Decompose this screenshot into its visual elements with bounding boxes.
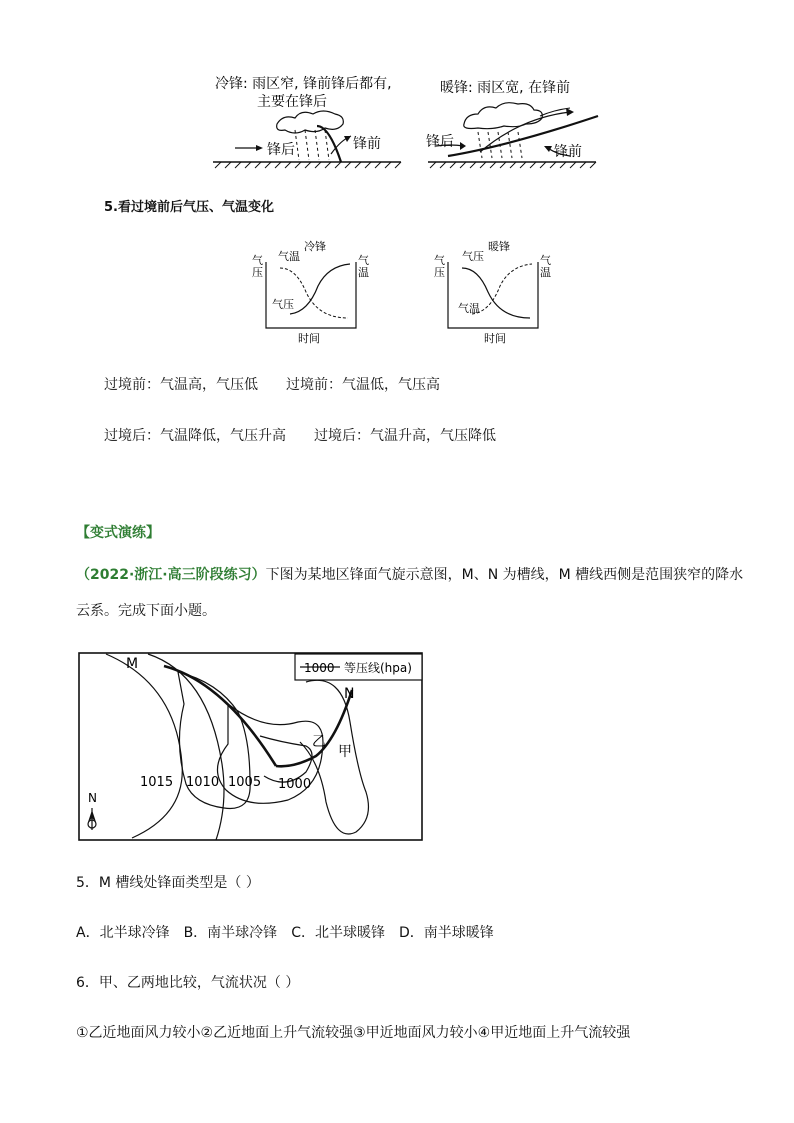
warm-front-graph: [432, 238, 562, 344]
isobar-label-1015: 1015: [140, 775, 174, 790]
cold-graph-title: 冷锋: [304, 240, 326, 253]
question-6-stem: 6．甲、乙两地比较，气流状况（ ）: [76, 975, 300, 991]
warm-graph-right-axis-2: 温: [540, 266, 551, 279]
after-warm-text: 过境后：气温升高，气压降低: [314, 428, 496, 444]
north-label: N: [88, 791, 97, 805]
cold-front-ahead-label: 锋前: [353, 136, 381, 152]
cold-front-caption-line1: 冷锋: 雨区窄, 锋前锋后都有,: [215, 76, 392, 92]
legend-text: 等压线(hpa): [344, 661, 412, 675]
cold-graph-pressure-label: 气压: [272, 298, 294, 311]
practice-source: （2022·浙江·高三阶段练习）: [76, 567, 266, 583]
option-c[interactable]: C．北半球暖锋: [291, 925, 385, 941]
cold-graph-right-axis-2: 温: [358, 266, 369, 279]
warm-front-diagram: [420, 70, 600, 170]
cold-graph-left-axis-1: 气: [252, 254, 263, 267]
isobar-label-1000: 1000: [278, 777, 312, 792]
cold-front-graph: [250, 238, 380, 344]
practice-heading: 【变式演练】: [76, 525, 160, 541]
warm-graph-temp-curve: [472, 264, 532, 314]
cold-front-caption-line2: 主要在锋后: [257, 94, 327, 110]
cold-front-behind-label: 锋后: [267, 142, 295, 158]
map-frame: [79, 653, 422, 840]
cold-graph-left-axis-2: 压: [252, 266, 263, 279]
label-yi: 乙: [312, 734, 326, 750]
option-b[interactable]: B．南半球冷锋: [183, 925, 278, 941]
practice-intro-line2: 云系。完成下面小题。: [76, 603, 216, 619]
cold-front-cloud: [277, 111, 344, 133]
question-5-stem: 5．M 槽线处锋面类型是（ ）: [76, 875, 260, 891]
cyclone-map: [78, 652, 424, 842]
warm-front-ahead-label: 锋前: [554, 144, 582, 160]
section5-title: 5.看过境前后气压、气温变化: [104, 200, 274, 215]
legend-value: 1000: [304, 661, 335, 675]
cold-graph-x-label: 时间: [298, 332, 320, 344]
warm-front-behind-label: 锋后: [426, 134, 454, 150]
option-a[interactable]: A．北半球冷锋: [76, 925, 170, 941]
isobar-label-1010: 1010: [186, 775, 220, 790]
label-m: M: [126, 656, 139, 672]
cold-graph-right-axis-1: 气: [358, 254, 369, 267]
warm-graph-title: 暖锋: [488, 240, 510, 253]
warm-graph-left-axis-2: 压: [434, 266, 445, 279]
isobar-label-1005: 1005: [228, 775, 262, 790]
warm-front-caption: 暖锋: 雨区宽, 在锋前: [440, 80, 571, 96]
warm-graph-pressure-label: 气压: [462, 250, 484, 263]
practice-intro-text: 下图为某地区锋面气旋示意图，M、N 为槽线，M 槽线西侧是范围狭窄的降水: [265, 567, 744, 583]
warm-graph-left-axis-1: 气: [434, 254, 445, 267]
practice-intro-line1: [76, 564, 743, 584]
cold-front-diagram: [205, 66, 405, 170]
cold-graph-frame: [266, 262, 356, 328]
warm-graph-temp-label: 气温: [458, 302, 480, 315]
cold-graph-pressure-curve: [290, 264, 350, 314]
label-jia: 甲: [338, 744, 352, 760]
question-6-statements: ①乙近地面风力较小②乙近地面上升气流较强③甲近地面风力较小④甲近地面上升气流较强: [76, 1025, 631, 1041]
before-cold-text: 过境前：气温高，气压低: [104, 377, 258, 393]
warm-graph-right-axis-1: 气: [540, 254, 551, 267]
option-d[interactable]: D．南半球暖锋: [398, 925, 494, 941]
before-warm-text: 过境前：气温低，气压高: [286, 377, 440, 393]
warm-front-cloud: [464, 103, 543, 129]
cold-graph-temp-label: 气温: [278, 250, 300, 263]
warm-graph-x-label: 时间: [484, 332, 506, 344]
question-5-options: [76, 922, 494, 942]
after-cold-text: 过境后：气温降低，气压升高: [104, 428, 286, 444]
label-n: N: [344, 686, 355, 702]
